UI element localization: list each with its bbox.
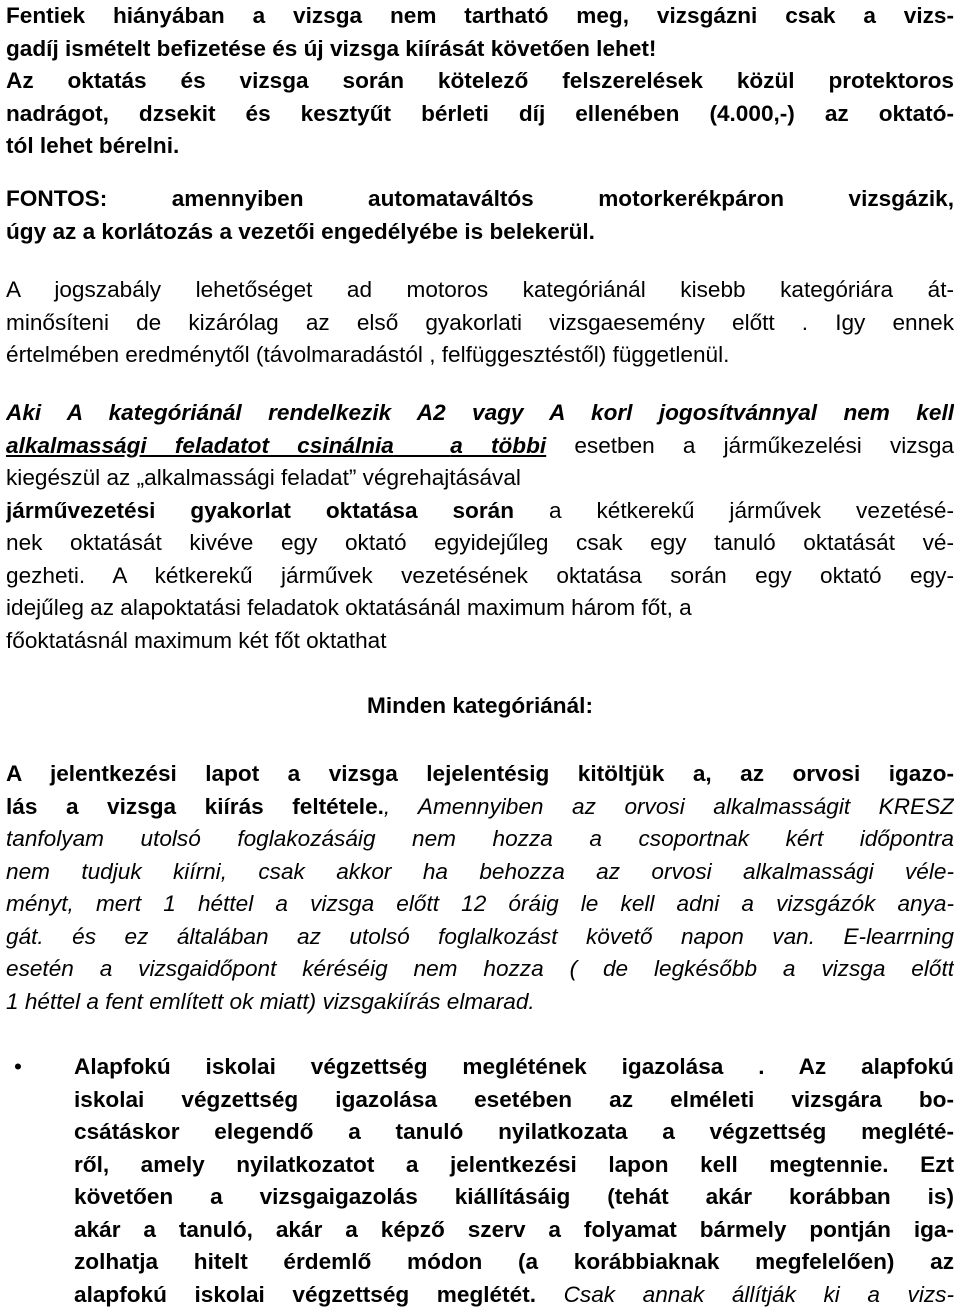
text-line: 1 héttel a fent említett ok miatt) vizsgakiírás elmarad. [6,988,535,1014]
text-line: kiegészül az „alkalmassági feladat” végrehajtásával [6,465,521,490]
section-heading [6,690,954,723]
text-line: gadíj ismételt befizetése és új vizsga kiírását követően lehet! [6,35,657,61]
text-line: FONTOS: amennyiben automataváltós motorkerékpáron vizsgázik, [6,186,954,211]
paragraph-a-category-rules [6,397,954,657]
text-line: idejűleg az alapoktatási feladatok oktatásánál maximum három főt, a [6,595,692,620]
text-line: követően a vizsgaigazolás kiállításáig (tehát akár korábban is) [74,1184,954,1209]
text-line: Aki A kategóriánál rendelkezik A2 vagy A korl jogosítvánnyal nem kell [6,400,954,425]
text-run: esetben a járműkezelési vizsga [546,432,954,458]
paragraph-exam-fee-notice [6,0,954,163]
text-line: tanfolyam utolsó foglakozásáig nem hozza a csoportnak kért időpontra [6,826,954,851]
text-line: Fentiek hiányában a vizsga nem tartható meg, vizsgázni csak a vizs- [6,3,954,28]
text-line: nek oktatását kivéve egy oktató egyidejűleg csak egy tanuló oktatását vé- [6,530,954,555]
text-line [6,430,954,463]
bullet-icon: • [14,1054,22,1079]
document-page [6,0,954,1315]
paragraph-reclassification [6,274,954,372]
text-run: a kétkerekű járművek vezetésé- [514,497,954,523]
text-line: A jogszabály lehetőséget ad motoros kategóriánál kisebb kategóriára át- [6,277,954,302]
text-line: nem tudjuk kiírni, csak akkor ha behozza az orvosi alkalmassági véle- [6,858,954,884]
text-line: A jelentkezési lapot a vizsga lejelentésig kitöltjük a, az orvosi igazo- [6,761,954,786]
emphasis-bold: lás a vizsga kiírás feltétele. [6,793,384,819]
emphasis-underlined: a többi [450,432,547,458]
paragraph-important-automatic [6,183,954,248]
paragraph-registration-medical [6,758,954,1018]
text-line: akár a tanuló, akár a képző szerv a folyamat bármely pontján iga- [74,1216,954,1242]
text-line: tól lehet bérelni. [6,133,180,158]
text-run-italic: Csak annak állítják ki a vizs- [536,1281,954,1307]
heading-text: Minden kategóriánál: [367,693,593,718]
emphasis-bold: járművezetési gyakorlat oktatása során [6,497,515,523]
text-line: zolhatja hitelt érdemlő módon (a korábbiaknak megfelelően) az [74,1249,954,1274]
text-line: főoktatásnál maximum két főt oktathat [6,627,387,653]
text-line: úgy az a korlátozás a vezetői engedélyébe is belekerül. [6,218,595,244]
text-line: gát. és ez általában az utolsó foglalkozást követő napon van. E-learrning [6,923,954,949]
text-line [6,495,954,528]
text-line: nadrágot, dzsekit és kesztyűt bérleti díj ellenében (4.000,-) az oktató- [6,100,954,126]
text-line: értelmében eredménytől (távolmaradástól , felfüggesztéstől) függetlenül. [6,342,730,367]
text-line: esetén a vizsgaidőpont kéréséig nem hozza ( de legkésőbb a vizsga előtt [6,956,954,981]
emphasis-underlined: alkalmassági feladatot csinálnia [6,432,394,458]
text-line: Az oktatás és vizsga során kötelező felszerelések közül protektoros [6,68,954,93]
text-line: Alapfokú iskolai végzettség meglétének igazolása . Az alapfokú [74,1054,954,1079]
text-line: gezheti. A kétkerekű járművek vezetésének oktatása során egy oktató egy- [6,562,954,588]
paragraph-school-certificate [74,1051,954,1311]
text-line: csátáskor elegendő a tanuló nyilatkozata a végzettség meglété- [74,1119,954,1144]
emphasis-space [394,433,450,458]
text-run-italic: , Amennyiben az orvosi alkalmasságit KRESZ [383,793,954,819]
text-line: iskolai végzettség igazolása esetében az elméleti vizsgára bo- [74,1086,954,1112]
text-line: ményt, mert 1 héttel a vizsga előtt 12 óráig le kell adni a vizsgázók anya- [6,891,954,916]
text-line: minősíteni de kizárólag az első gyakorlati vizsgaesemény előtt . Igy ennek [6,309,954,335]
text-line [6,791,954,824]
text-line [74,1279,954,1312]
emphasis-bold: alapfokú iskolai végzettség meglétét. [74,1281,536,1307]
text-line: ről, amely nyilatkozatot a jelentkezési lapon kell megtennie. Ezt [74,1151,954,1177]
